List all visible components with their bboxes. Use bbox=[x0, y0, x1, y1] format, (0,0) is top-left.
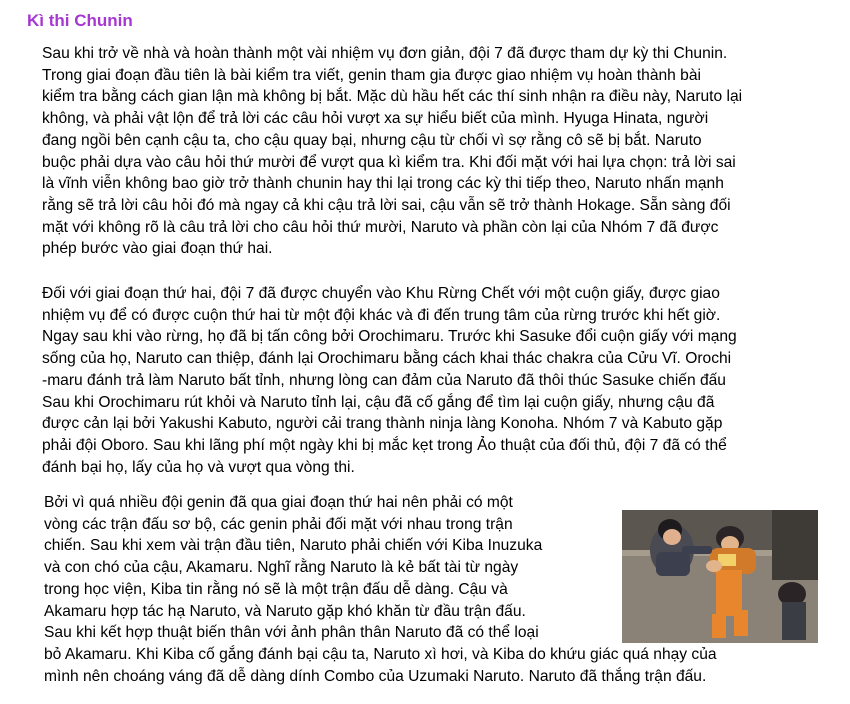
text-line: phép bước vào giai đoạn thứ hai. bbox=[42, 240, 273, 258]
text-line: Trong giai đoạn đầu tiên là bài kiểm tra viết, genin tham gia được giao nhiệm vụ hoàn thành bài bbox=[42, 66, 701, 84]
text-line: và con chó của cậu, Akamaru. Nghĩ rằng Naruto là kẻ bất tài từ ngày bbox=[44, 559, 519, 577]
text-line: trong học viện, Kiba tin rằng nó sẽ là một trận đấu dễ dàng. Cậu và bbox=[44, 580, 508, 598]
text-line: được cản lại bởi Yakushi Kabuto, người cải trang thành ninja làng Konoha. Nhóm 7 và Kabuto gặp bbox=[42, 415, 723, 433]
section-title: Kì thi Chunin bbox=[27, 11, 133, 30]
text-line: Akamaru hợp tác hạ Naruto, và Naruto gặp khó khăn từ đầu trận đấu. bbox=[44, 602, 526, 620]
text-line: mặt với không rõ là câu trả lời cho câu hỏi thứ mười, Naruto và phần còn lại của Nhóm 7 đã được bbox=[42, 218, 719, 236]
text-line: phải đội Oboro. Sau khi lãng phí một ngày khi bị mắc kẹt trong Ảo thuật của đối thủ, đội 7 đã có thể bbox=[42, 436, 727, 454]
text-line: Đối với giai đoạn thứ hai, đội 7 đã được chuyển vào Khu Rừng Chết với một cuộn giấy, được giao bbox=[42, 285, 720, 302]
text-line: -maru đánh trả làm Naruto bất tỉnh, nhưng lòng can đảm của Naruto đã thôi thúc Sasuke chiến đấu bbox=[42, 371, 726, 389]
text-line: vòng các trận đấu sơ bộ, các genin phải đối mặt với nhau trong trận bbox=[44, 515, 513, 533]
text-line: mình nên choáng váng đã dễ dàng dính Combo của Uzumaki Naruto. Naruto đã thắng trận đấu. bbox=[44, 667, 707, 685]
text-line: kiểm tra bằng cách gian lận mà không bị bắt. Mặc dù hầu hết các thí sinh nhận ra điều này, Naruto lại bbox=[42, 88, 743, 106]
text-line: sống của họ, Naruto can thiệp, đánh lại Orochimaru bằng cách khai thác chakra của Cửu Vĩ. Orochi bbox=[42, 350, 732, 368]
text-line: buộc phải dựa vào câu hỏi thứ mười để vượt qua kì kiểm tra. Khi đối mặt với hai lựa chọn: trả lời sai bbox=[42, 153, 736, 171]
text-line: Ngay sau khi vào rừng, họ đã bị tấn công bởi Orochimaru. Trước khi Sasuke đổi cuộn giấy với mạng bbox=[42, 328, 737, 346]
anime-screenshot-image bbox=[622, 510, 818, 643]
text-line: nhiệm vụ để có được cuộn thứ hai từ một đội khác và đi đến trung tâm của rừng trước khi hết giờ. bbox=[42, 306, 721, 324]
text-line: Bởi vì quá nhiều đội genin đã qua giai đoạn thứ hai nên phải có một bbox=[44, 494, 513, 511]
text-line: đánh bại họ, lấy của họ và vượt qua vòng thi. bbox=[42, 458, 355, 476]
text-line: bỏ Akamaru. Khi Kiba cố gắng đánh bại cậu ta, Naruto xì hơi, và Kiba do khứu giác quá nhạy của bbox=[44, 645, 717, 663]
text-line: chiến. Sau khi xem vài trận đầu tiên, Naruto phải chiến với Kiba Inuzuka bbox=[44, 537, 543, 555]
text-line: Sau khi kết hợp thuật biến thân với ảnh phân thân Naruto đã có thể loại bbox=[44, 624, 539, 642]
text-line: là vĩnh viễn không bao giờ trở thành chunin hay thi lại trong các kỳ thi tiếp theo, Naruto nhấn mạnh bbox=[42, 175, 724, 193]
paragraph-stage-one bbox=[42, 43, 850, 260]
text-line: đang ngồi bên cạnh cậu ta, cho cậu quay bại, nhưng cậu từ chối vì sợ rằng cô sẽ bị bắt. Naruto bbox=[42, 131, 702, 149]
paragraph-stage-two bbox=[42, 283, 850, 478]
text-line: Sau khi trở về nhà và hoàn thành một vài nhiệm vụ đơn giản, đội 7 đã được tham dự kỳ thi Chunin. bbox=[42, 45, 728, 62]
text-line: rằng sẽ trả lời câu hỏi đó mà ngay cả khi cậu trả lời sai, cậu vẫn sẽ trở thành Hokage. Sẵn sàng đối bbox=[42, 196, 731, 214]
text-line: không, và phải vật lộn để trả lời các câu hỏi vượt xa sự hiểu biết của mình. Hyuga Hinata, người bbox=[42, 110, 709, 128]
text-line: Sau khi Orochimaru rút khỏi và Naruto tỉnh lại, cậu đã cố gắng để tìm lại cuộn giấy, nhưng cậu đã bbox=[42, 393, 715, 411]
